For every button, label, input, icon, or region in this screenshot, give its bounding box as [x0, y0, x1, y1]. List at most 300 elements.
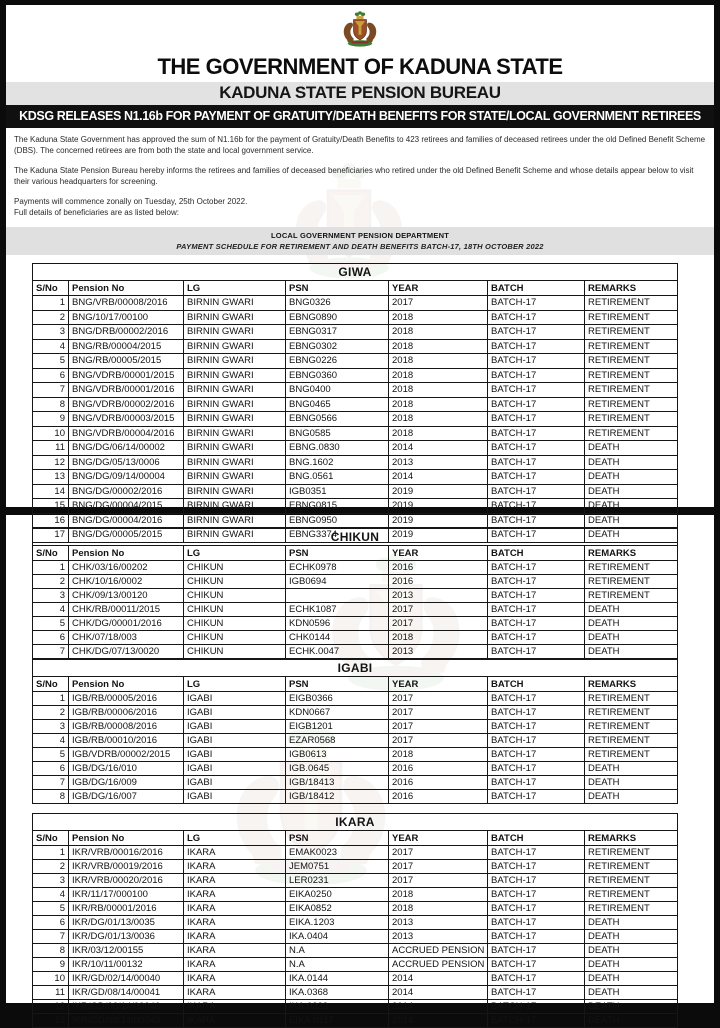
cell-pension-no: IGB/RB/00010/2016	[69, 734, 184, 748]
cell-psn: IGB/18413	[286, 776, 389, 790]
cell-remarks: DEATH	[585, 645, 678, 659]
cell-batch: BATCH-17	[488, 944, 585, 958]
cell-psn: EIKA0852	[286, 902, 389, 916]
cell-year: 2014	[389, 986, 488, 1000]
cell-year: 2018	[389, 310, 488, 325]
cell-remarks: DEATH	[585, 484, 678, 499]
column-header-pension-no: Pension No	[69, 281, 184, 296]
table-row	[33, 325, 678, 340]
cell-batch: BATCH-17	[488, 325, 585, 340]
cell-pension-no: BNG/VDRB/00001/2015	[69, 368, 184, 383]
cell-remarks: DEATH	[585, 603, 678, 617]
cell-pension-no: IKR/RB/00001/2016	[69, 902, 184, 916]
table-row	[33, 561, 678, 575]
cell-pension-no: IKR/VRB/00019/2016	[69, 860, 184, 874]
cell-remarks: DEATH	[585, 617, 678, 631]
cell-batch: BATCH-17	[488, 720, 585, 734]
cell-batch: BATCH-17	[488, 296, 585, 311]
cell-remarks: DEATH	[585, 1014, 678, 1028]
cell-lg: IKARA	[184, 860, 286, 874]
cell-lg: CHIKUN	[184, 561, 286, 575]
cell-year: 2018	[389, 354, 488, 369]
cell-year: 2018	[389, 368, 488, 383]
cell-remarks: RETIREMENT	[585, 575, 678, 589]
cell-batch: BATCH-17	[488, 706, 585, 720]
cell-pension-no: IKR/11/17/000100	[69, 888, 184, 902]
cell-year: 2014	[389, 470, 488, 485]
cell-psn: JEM0751	[286, 860, 389, 874]
cell-pension-no: IKR/DG/01/13/0035	[69, 916, 184, 930]
cell-remarks: RETIREMENT	[585, 561, 678, 575]
cell-remarks: RETIREMENT	[585, 692, 678, 706]
table-row	[33, 354, 678, 369]
column-header-pension-no: Pension No	[69, 677, 184, 692]
table-row	[33, 645, 678, 659]
cell-year: 2014	[389, 972, 488, 986]
cell-remarks: RETIREMENT	[585, 354, 678, 369]
document-lower-block	[6, 515, 714, 1026]
table-row	[33, 902, 678, 916]
table-row	[33, 426, 678, 441]
column-header-sno: S/No	[33, 831, 69, 846]
cell-psn: IGB0351	[286, 484, 389, 499]
intro-paragraph-2: The Kaduna State Pension Bureau hereby informs the retirees and families of deceased beneficiaries who retired under the old Defined Benefit Scheme and whose details appear below to visit their various headquarters for screening.	[14, 166, 694, 186]
table-row	[33, 972, 678, 986]
cell-psn: LER0231	[286, 874, 389, 888]
table-row	[33, 470, 678, 485]
cell-year: 2016	[389, 790, 488, 804]
cell-remarks: DEATH	[585, 790, 678, 804]
cell-batch: BATCH-17	[488, 339, 585, 354]
cell-year: 2013	[389, 930, 488, 944]
cell-lg: CHIKUN	[184, 589, 286, 603]
table-row	[33, 499, 678, 514]
column-header-sno: S/No	[33, 546, 69, 561]
cell-sno: 2	[33, 860, 69, 874]
cell-remarks: RETIREMENT	[585, 720, 678, 734]
cell-psn: EBNG0302	[286, 339, 389, 354]
cell-sno: 8	[33, 944, 69, 958]
cell-psn	[286, 589, 389, 603]
cell-psn: N.A	[286, 944, 389, 958]
cell-lg: CHIKUN	[184, 617, 286, 631]
cell-batch: BATCH-17	[488, 972, 585, 986]
cell-lg: IKARA	[184, 902, 286, 916]
cell-remarks: DEATH	[585, 762, 678, 776]
column-header-lg: LG	[184, 546, 286, 561]
table-row	[33, 513, 678, 528]
cell-sno: 3	[33, 720, 69, 734]
column-header-lg: LG	[184, 281, 286, 296]
cell-pension-no: BNG/RB/00004/2015	[69, 339, 184, 354]
column-header-batch: BATCH	[488, 831, 585, 846]
cell-psn: CHK0144	[286, 631, 389, 645]
table-row	[33, 575, 678, 589]
cell-lg: BIRNIN GWARI	[184, 397, 286, 412]
cell-sno: 5	[33, 902, 69, 916]
cell-batch: BATCH-17	[488, 368, 585, 383]
cell-year: 2013	[389, 455, 488, 470]
schedule-table-giwa	[32, 263, 678, 543]
cell-year: 2019	[389, 484, 488, 499]
cell-year: ACCRUED PENSION	[389, 944, 488, 958]
column-header-remarks: REMARKS	[585, 281, 678, 296]
cell-lg: IKARA	[184, 874, 286, 888]
cell-lg: IGABI	[184, 790, 286, 804]
cell-remarks: DEATH	[585, 958, 678, 972]
cell-pension-no: BNG/DG/00005/2015	[69, 528, 184, 543]
cell-sno: 10	[33, 972, 69, 986]
cell-year: 2018	[389, 383, 488, 398]
cell-batch: BATCH-17	[488, 860, 585, 874]
cell-batch: BATCH-17	[488, 441, 585, 456]
cell-psn: BNG0400	[286, 383, 389, 398]
cell-remarks: DEATH	[585, 1000, 678, 1014]
cell-sno: 17	[33, 528, 69, 543]
cell-sno: 5	[33, 354, 69, 369]
cell-psn: ECHK0978	[286, 561, 389, 575]
cell-year: 2016	[389, 762, 488, 776]
cell-pension-no: BNG/DG/00004/2015	[69, 499, 184, 514]
cell-lg: IGABI	[184, 706, 286, 720]
cell-psn: EIKA.0117	[286, 1014, 389, 1028]
column-header-sno: S/No	[33, 281, 69, 296]
cell-pension-no: IGB/RB/00008/2016	[69, 720, 184, 734]
table-row	[33, 412, 678, 427]
cell-batch: BATCH-17	[488, 846, 585, 860]
column-header-psn: PSN	[286, 546, 389, 561]
cell-batch: BATCH-17	[488, 354, 585, 369]
cell-sno: 5	[33, 617, 69, 631]
cell-year: 2017	[389, 734, 488, 748]
cell-sno: 4	[33, 888, 69, 902]
table-row	[33, 986, 678, 1000]
cell-remarks: DEATH	[585, 944, 678, 958]
column-header-sno: S/No	[33, 677, 69, 692]
cell-remarks: DEATH	[585, 513, 678, 528]
intro-paragraph-1: The Kaduna State Government has approved the sum of N1.16b for the payment of Gratuity/Death Benefits to 423 retirees and families of deceased retirees under the old Defined Benefit Scheme (DBS). The concerned retirees are from both the state and local government service.	[14, 135, 706, 155]
cell-year: 2017	[389, 617, 488, 631]
cell-pension-no: IKR/GD/08/14/00043	[69, 1014, 184, 1028]
cell-sno: 6	[33, 762, 69, 776]
table-row	[33, 776, 678, 790]
cell-sno: 10	[33, 426, 69, 441]
cell-pension-no: BNG/RB/00005/2015	[69, 354, 184, 369]
cell-psn: EBNG0815	[286, 499, 389, 514]
table-title-giwa: GIWA	[33, 264, 678, 281]
cell-lg: BIRNIN GWARI	[184, 441, 286, 456]
column-header-year: YEAR	[389, 677, 488, 692]
cell-remarks: RETIREMENT	[585, 296, 678, 311]
cell-sno: 2	[33, 575, 69, 589]
cell-pension-no: IKR/GD/06/14/00046	[69, 1000, 184, 1014]
cell-remarks: DEATH	[585, 986, 678, 1000]
cell-sno: 7	[33, 776, 69, 790]
table-row	[33, 692, 678, 706]
cell-psn: N.A	[286, 958, 389, 972]
cell-pension-no: IKR/GD/08/14/00041	[69, 986, 184, 1000]
cell-batch: BATCH-17	[488, 645, 585, 659]
cell-pension-no: CHK/DG/00001/2016	[69, 617, 184, 631]
cell-batch: BATCH-17	[488, 902, 585, 916]
cell-psn: EBNG0317	[286, 325, 389, 340]
cell-lg: BIRNIN GWARI	[184, 383, 286, 398]
table-row	[33, 846, 678, 860]
cell-remarks: RETIREMENT	[585, 860, 678, 874]
cell-remarks: RETIREMENT	[585, 846, 678, 860]
cell-batch: BATCH-17	[488, 930, 585, 944]
cell-year: 2018	[389, 339, 488, 354]
cell-lg: IKARA	[184, 916, 286, 930]
column-header-pension-no: Pension No	[69, 546, 184, 561]
table-title-igabi: IGABI	[33, 660, 678, 677]
column-header-psn: PSN	[286, 831, 389, 846]
cell-lg: IKARA	[184, 1014, 286, 1028]
cell-pension-no: IGB/RB/00005/2016	[69, 692, 184, 706]
cell-batch: BATCH-17	[488, 762, 585, 776]
cell-lg: IKARA	[184, 1000, 286, 1014]
column-header-year: YEAR	[389, 546, 488, 561]
cell-sno: 2	[33, 310, 69, 325]
cell-batch: BATCH-17	[488, 589, 585, 603]
cell-lg: BIRNIN GWARI	[184, 310, 286, 325]
cell-pension-no: IKR/DG/01/13/0036	[69, 930, 184, 944]
cell-batch: BATCH-17	[488, 986, 585, 1000]
cell-year: 2014	[389, 441, 488, 456]
cell-batch: BATCH-17	[488, 499, 585, 514]
table-row	[33, 720, 678, 734]
table-row	[33, 441, 678, 456]
cell-lg: BIRNIN GWARI	[184, 455, 286, 470]
cell-sno: 16	[33, 513, 69, 528]
cell-batch: BATCH-17	[488, 513, 585, 528]
cell-pension-no: BNG/DG/00004/2016	[69, 513, 184, 528]
schedule-table-chikun	[32, 528, 678, 659]
cell-psn: BNG.1602	[286, 455, 389, 470]
cell-lg: BIRNIN GWARI	[184, 528, 286, 543]
cell-pension-no: BNG/10/17/00100	[69, 310, 184, 325]
table-row	[33, 888, 678, 902]
cell-lg: IKARA	[184, 986, 286, 1000]
cell-lg: IKARA	[184, 846, 286, 860]
cell-pension-no: BNG/VRB/00008/2016	[69, 296, 184, 311]
cell-year: 2018	[389, 325, 488, 340]
department-title: LOCAL GOVERNMENT PENSION DEPARTMENT	[271, 231, 449, 240]
cell-remarks: DEATH	[585, 631, 678, 645]
cell-sno: 6	[33, 916, 69, 930]
cell-lg: IGABI	[184, 692, 286, 706]
cell-lg: IKARA	[184, 958, 286, 972]
cell-pension-no: IKR/VRB/00020/2016	[69, 874, 184, 888]
table-row	[33, 368, 678, 383]
cell-pension-no: BNG/VDRB/00002/2016	[69, 397, 184, 412]
cell-pension-no: CHK/10/16/0002	[69, 575, 184, 589]
cell-year: 2017	[389, 846, 488, 860]
cell-year: 2018	[389, 748, 488, 762]
cell-batch: BATCH-17	[488, 383, 585, 398]
column-header-pension-no: Pension No	[69, 831, 184, 846]
cell-psn: EBNG0950	[286, 513, 389, 528]
table-row	[33, 762, 678, 776]
cell-year: 2017	[389, 296, 488, 311]
payment-schedule-subtitle: PAYMENT SCHEDULE FOR RETIREMENT AND DEATH BENEFITS BATCH-17, 18TH OCTOBER 2022	[176, 242, 544, 251]
cell-lg: BIRNIN GWARI	[184, 296, 286, 311]
cell-remarks: RETIREMENT	[585, 412, 678, 427]
department-band	[6, 227, 714, 255]
cell-year: 2016	[389, 561, 488, 575]
cell-psn: EBNG0566	[286, 412, 389, 427]
cell-psn: EZAR0568	[286, 734, 389, 748]
cell-lg: IGABI	[184, 776, 286, 790]
cell-pension-no: CHK/09/13/00120	[69, 589, 184, 603]
cell-batch: BATCH-17	[488, 874, 585, 888]
cell-year: 2013	[389, 645, 488, 659]
cell-lg: IGABI	[184, 720, 286, 734]
cell-batch: BATCH-17	[488, 455, 585, 470]
cell-lg: CHIKUN	[184, 631, 286, 645]
cell-remarks: DEATH	[585, 930, 678, 944]
cell-year: ACCRUED PENSION	[389, 958, 488, 972]
cell-psn: BNG0326	[286, 296, 389, 311]
cell-psn: EBNG0890	[286, 310, 389, 325]
cell-batch: BATCH-17	[488, 470, 585, 485]
cell-psn: EMAK0023	[286, 846, 389, 860]
column-header-batch: BATCH	[488, 546, 585, 561]
column-header-year: YEAR	[389, 831, 488, 846]
table-row	[33, 734, 678, 748]
cell-lg: IKARA	[184, 930, 286, 944]
cell-sno: 11	[33, 441, 69, 456]
cell-sno: 7	[33, 383, 69, 398]
cell-sno: 4	[33, 339, 69, 354]
cell-psn: EIKA0250	[286, 888, 389, 902]
table-row	[33, 484, 678, 499]
cell-sno: 9	[33, 958, 69, 972]
cell-batch: BATCH-17	[488, 310, 585, 325]
cell-batch: BATCH-17	[488, 958, 585, 972]
column-header-lg: LG	[184, 677, 286, 692]
cell-year: 2017	[389, 706, 488, 720]
cell-psn: EBNG0226	[286, 354, 389, 369]
cell-batch: BATCH-17	[488, 412, 585, 427]
cell-lg: CHIKUN	[184, 603, 286, 617]
cell-sno: 12	[33, 1000, 69, 1014]
cell-lg: IGABI	[184, 734, 286, 748]
cell-remarks: RETIREMENT	[585, 310, 678, 325]
cell-year: 2018	[389, 631, 488, 645]
cell-pension-no: IKR/GD/02/14/00040	[69, 972, 184, 986]
cell-lg: CHIKUN	[184, 645, 286, 659]
cell-sno: 7	[33, 645, 69, 659]
cell-batch: BATCH-17	[488, 426, 585, 441]
cell-batch: BATCH-17	[488, 617, 585, 631]
cell-sno: 3	[33, 325, 69, 340]
cell-batch: BATCH-17	[488, 776, 585, 790]
cell-lg: BIRNIN GWARI	[184, 426, 286, 441]
cell-psn: KDN0667	[286, 706, 389, 720]
cell-lg: BIRNIN GWARI	[184, 368, 286, 383]
cell-lg: IKARA	[184, 944, 286, 958]
cell-lg: IKARA	[184, 888, 286, 902]
cell-sno: 11	[33, 986, 69, 1000]
cell-batch: BATCH-17	[488, 631, 585, 645]
table-row	[33, 916, 678, 930]
column-header-batch: BATCH	[488, 281, 585, 296]
cell-year: 2019	[389, 528, 488, 543]
cell-psn: IGB0694	[286, 575, 389, 589]
cell-year: 2018	[389, 902, 488, 916]
table-row	[33, 603, 678, 617]
cell-remarks: DEATH	[585, 916, 678, 930]
cell-batch: BATCH-17	[488, 484, 585, 499]
cell-psn: BNG.0561	[286, 470, 389, 485]
cell-sno: 14	[33, 484, 69, 499]
cell-psn: IKA.0323	[286, 1000, 389, 1014]
cell-lg: IGABI	[184, 748, 286, 762]
table-row	[33, 383, 678, 398]
table-row	[33, 589, 678, 603]
cell-lg: BIRNIN GWARI	[184, 325, 286, 340]
giwa-table-container	[6, 263, 714, 543]
cell-year: 2017	[389, 720, 488, 734]
cell-remarks: RETIREMENT	[585, 748, 678, 762]
cell-pension-no: BNG/VDRB/00003/2015	[69, 412, 184, 427]
cell-remarks: RETIREMENT	[585, 383, 678, 398]
kaduna-coat-of-arms-icon	[337, 9, 383, 49]
cell-psn: IKA.0144	[286, 972, 389, 986]
table-title-ikara: IKARA	[33, 814, 678, 831]
schedule-table-igabi	[32, 659, 678, 804]
column-header-psn: PSN	[286, 281, 389, 296]
cell-lg: BIRNIN GWARI	[184, 499, 286, 514]
cell-sno: 8	[33, 397, 69, 412]
cell-psn: ECHK1087	[286, 603, 389, 617]
cell-year: 2016	[389, 776, 488, 790]
cell-year: 2016	[389, 575, 488, 589]
table-row	[33, 748, 678, 762]
table-row	[33, 310, 678, 325]
cell-remarks: DEATH	[585, 455, 678, 470]
cell-remarks: DEATH	[585, 776, 678, 790]
cell-batch: BATCH-17	[488, 1000, 585, 1014]
table-row	[33, 958, 678, 972]
cell-remarks: DEATH	[585, 528, 678, 543]
cell-pension-no: BNG/VDRB/00001/2016	[69, 383, 184, 398]
cell-batch: BATCH-17	[488, 561, 585, 575]
cell-pension-no: IKR/10/11/00132	[69, 958, 184, 972]
table-row	[33, 930, 678, 944]
column-header-batch: BATCH	[488, 677, 585, 692]
cell-batch: BATCH-17	[488, 1014, 585, 1028]
table-row	[33, 617, 678, 631]
cell-pension-no: CHK/07/18/003	[69, 631, 184, 645]
cell-remarks: RETIREMENT	[585, 339, 678, 354]
cell-pension-no: IGB/RB/00006/2016	[69, 706, 184, 720]
cell-year: 2013	[389, 916, 488, 930]
headline-banner: KDSG RELEASES N1.16b FOR PAYMENT OF GRATUITY/DEATH BENEFITS FOR STATE/LOCAL GOVERNMENT RETIREES	[6, 105, 714, 128]
cell-sno: 4	[33, 734, 69, 748]
table-row	[33, 860, 678, 874]
cell-batch: BATCH-17	[488, 734, 585, 748]
cell-sno: 6	[33, 368, 69, 383]
cell-batch: BATCH-17	[488, 888, 585, 902]
cell-year: 2013	[389, 589, 488, 603]
cell-remarks: RETIREMENT	[585, 902, 678, 916]
table-row	[33, 455, 678, 470]
cell-psn: KDN0596	[286, 617, 389, 631]
cell-pension-no: IKR/VRB/00016/2016	[69, 846, 184, 860]
table-row	[33, 1014, 678, 1028]
